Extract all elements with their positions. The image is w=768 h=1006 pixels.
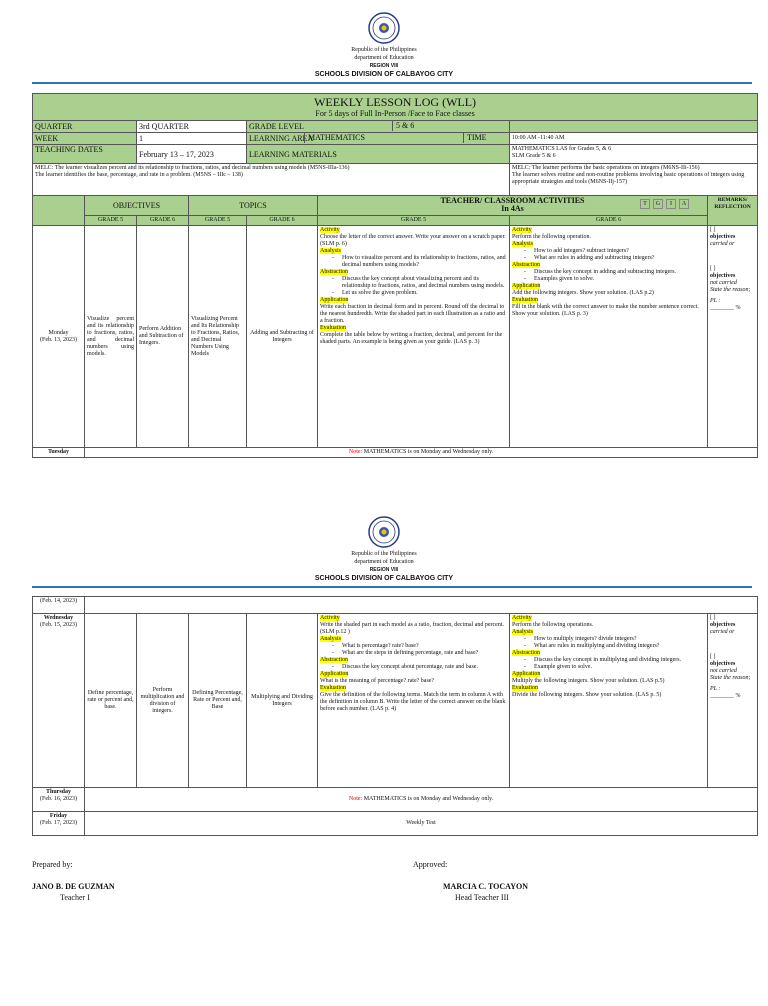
thursday-date: (Feb. 16, 2023) [40,796,77,802]
label-abstraction: Abstraction [512,262,540,268]
remark-not-carried: not carried [710,280,737,286]
monday-g6-activities [510,226,708,448]
grade-level-value: 5 & 6 [392,121,414,131]
label-analysis: Analysis [320,248,341,254]
monday-g6-abstraction-item: - Discuss the key concept in adding and subtracting integers. [534,269,705,276]
learning-area-value: MATHEMATICS [304,133,365,143]
teaching-dates-value: February 13 – 17, 2023 [137,145,247,164]
wednesday-g6-analysis-item: - What are rules in multiplying and dividing integers? [534,643,705,650]
wednesday-g6-evaluation: Divide the following integers. Show your solution. (LAS p. 5) [512,692,662,698]
header-department: department of Education [354,55,414,61]
approved-name: MARCIA C. TOCAYON [443,882,528,891]
wednesday-topic-g6: Multiplying and Dividing Integers [247,614,318,788]
wednesday-g6-activity: Perform the following operations. [512,622,594,628]
remark-carried: carried or [710,241,735,247]
learning-area-label: LEARNING AREA [249,134,314,143]
header-department: department of Education [354,559,414,565]
label-application: Application [320,297,349,303]
note-text: MATHEMATICS is on Monday and Wednesday only. [363,796,494,802]
wednesday-g5-activities [318,614,510,788]
materials-value-1: MATHEMATICS LAS for Grades 5, & 6 [512,146,612,152]
wednesday-g5-activity: Write the shaded part in each model as a ratio, fraction, decimal and percent. (SLM p.12 ) [320,622,505,635]
wll-title: WEEKLY LESSON LOG (WLL) [314,95,477,109]
wednesday-g5-evaluation: Give the definition of the following terms. Match the term in column A with the definition in column B. Write the letter of the correct answer on the blank before each number. (LAS p. 4) [320,692,506,712]
header-rule [32,586,752,588]
monday-g6-application: Add the following integers. Show your solution. (LAS p.2) [512,290,654,296]
label-activity: Activity [512,615,532,621]
time-label: TIME [463,133,510,143]
label-evaluation: Evaluation [512,685,538,691]
remark-bracket: [ ] [710,654,716,660]
box-t: T [640,199,650,209]
note-text: MATHEMATICS is on Monday and Wednesday only. [363,449,494,455]
grade-level-label: GRADE LEVEL [249,122,304,131]
remarks-header: REMARKS/ REFLECTION [708,196,758,226]
remark-percent: ________ % [710,305,741,311]
wednesday-obj-g6: Perform multiplication and division of integers. [137,614,189,788]
teaching-dates-label: TEACHING DATES [33,145,137,164]
topic-grade5-header: GRADE 5 [189,216,247,226]
box-a: A [679,199,689,209]
wednesday-g5-application: What is the meaning of percentage? rate? base? [320,678,435,684]
wednesday-day: Wednesday [43,615,74,621]
monday-day: Monday [48,329,69,336]
monday-g5-activity: Choose the letter of the correct answer. Write your answer on a scratch paper. (SLM p. 6) [320,234,506,247]
monday-topic-g6: Adding and Subtracting of Integers [247,226,318,448]
wednesday-g6-application: Multiply the following integers. Show your solution. (LAS p.5) [512,678,665,684]
wednesday-date: (Feb. 15, 2023) [40,622,77,628]
box-i: I [666,199,676,209]
monday-g5-abstraction-item: - Discuss the key concept about visualizing percent and its relationship to fractions, ratios, and decimal numbers using models. [342,276,507,290]
act-grade5-header: GRADE 5 [318,216,510,226]
monday-g5-abstraction-item: - Let us solve the given problem. [342,290,507,297]
wednesday-g5-analysis-item: - What is percentage? rate? base? [342,643,507,650]
monday-g6-abstraction-item: - Examples given to solve. [534,276,705,283]
monday-obj-g6: Perform Addition and Subtraction of Integers. [137,226,189,448]
monday-g5-evaluation: Complete the table below by writing a fraction, decimal, and percent for the shaded parts. An example is being given as your guide. (LAS p. 3) [320,332,503,345]
label-activity: Activity [320,615,340,621]
wednesday-g6-activities [510,614,708,788]
monday-g6-analysis-item: - What are rules in adding and subtracting integers? [534,255,705,262]
wednesday-g5-analysis-item: - What are the steps in defining percentage, rate and base? [342,650,507,657]
label-abstraction: Abstraction [320,269,348,275]
label-application: Application [320,671,349,677]
monday-g6-evaluation: Fill in the blank with the correct answer to make the number sentence correct. Show your solution. (LAS p. 3) [512,304,699,317]
remark-reason: State the reason; [710,287,751,293]
learning-materials-label: LEARNING MATERIALS [247,145,510,164]
label-abstraction: Abstraction [512,650,540,656]
note-label: Note: [348,449,363,455]
monday-date: (Feb. 13, 2023) [40,336,77,343]
monday-topic-g5: Visualizing Percent and Its Relationship to Fractions, Ratios, and Decimal Numbers Using Models [189,226,247,448]
wednesday-row [33,614,758,788]
wednesday-remarks [708,614,758,788]
label-evaluation: Evaluation [320,685,346,691]
activities-subheader: In 4As [501,204,524,213]
header-republic: Republic of the Philippines [351,551,417,557]
note-label: Note: [348,796,363,802]
remark-reason: State the reason; [710,675,751,681]
objectives-header: OBJECTIVES [85,196,189,216]
header-rule [32,82,752,84]
remark-bracket: [ ] [710,266,716,272]
quarter-label: QUARTER [33,121,137,133]
monday-g5-application: Write each fraction in decimal form and in percent. Round off the decimal to the nearest hundredth. Write the shaded part in each illustration as a ratio and a fraction. [320,304,506,324]
label-evaluation: Evaluation [512,297,538,303]
label-application: Application [512,671,541,677]
label-evaluation: Evaluation [320,325,346,331]
header-region: REGION VIII [369,567,399,573]
friday-day: Friday [49,813,68,819]
monday-g5-analysis-item: - How to visualize percent and its relationship to fractions, ratios, and decimal numbers using models? [342,255,507,269]
monday-remarks [708,226,758,448]
wednesday-g6-abstraction-item: - Example given to solve. [534,664,705,671]
week-label: WEEK [33,133,137,145]
wednesday-topic-g5: Defining Percentage, Rate or Percent and, Base [189,614,247,788]
header-region: REGION VIII [369,63,399,69]
friday-date: (Feb. 17, 2023) [40,820,77,826]
tuesday-day: Tuesday [33,448,85,458]
melc-grade5: MELC: The learner visualizes percent and its relationship to fractions, ratios, and decimal numbers using models (M5NS-IIIa-136) The learner identifies the base, percentage, and rate in a problem. (M5NS – IIIc – 138) [33,164,510,196]
header-division: SCHOOLS DIVISION OF CALBAYOG CITY [314,71,454,78]
week-value: 1 [137,133,247,145]
friday-weekly-test: Weekly Test [85,812,758,836]
prepared-by-label: Prepared by: [32,860,73,869]
wednesday-g6-abstraction-item: - Discuss the key concept in multiplying and dividing integers. [534,657,705,664]
prepared-name: JANO B. DE GUZMAN [32,882,115,891]
time-value: 10:00 AM -11:40 AM [510,133,758,145]
remark-pl: PL : [710,686,721,692]
wll-table-page2 [32,596,758,836]
remark-pl: PL : [710,298,721,304]
wll-subtitle: For 5 days of Full In-Person /Face to Face classes [315,109,475,118]
tuesday-date: (Feb. 14, 2023) [33,597,85,614]
approved-label: Approved: [413,860,448,869]
tgia-boxes [637,199,689,209]
monday-g5-activities [318,226,510,448]
label-analysis: Analysis [512,629,533,635]
remark-objectives: objectives [710,661,736,667]
header-division: SCHOOLS DIVISION OF CALBAYOG CITY [314,575,454,582]
melc-grade6: MELC: The learner performs the basic operations on integers (M6NS-IIi-156) The learner solves routine and non-routine problems involving basic operations of integers using appropriate strategies and tools (M6NS-IIj-157) [510,164,758,196]
wednesday-obj-g5: Define percentage, rate or percent and, base. [85,614,137,788]
quarter-value: 3rd QUARTER [137,121,247,133]
prepared-title: Teacher I [60,893,90,902]
monday-g6-analysis-item: - How to add integers? subtract integers? [534,248,705,255]
label-application: Application [512,283,541,289]
remark-carried: carried or [710,629,735,635]
materials-value-2: SLM Grade 5 & 6 [512,152,556,159]
label-activity: Activity [512,227,532,233]
thursday-day: Thursday [45,789,71,795]
remark-not-carried: not carried [710,668,737,674]
wll-table-page1 [32,93,758,458]
activities-header: TEACHER/ CLASSROOM ACTIVITIES [440,196,585,205]
monday-obj-g5: Visualize percent and its relationship to fractions, ratios, and decimal numbers using models. [85,226,137,448]
topics-header: TOPICS [189,196,318,216]
label-analysis: Analysis [512,241,533,247]
remark-percent: ________ % [710,693,741,699]
remark-bracket: [ ] [710,615,716,621]
deped-seal-icon [368,516,400,548]
monday-g6-activity: Perform the following operation. [512,234,591,240]
remark-objectives: objectives [710,273,736,279]
act-grade6-header: GRADE 6 [510,216,708,226]
box-g: G [653,199,663,209]
wednesday-g5-abstraction-item: - Discuss the key concept about percentage, rate and base. [342,664,507,671]
wednesday-g6-analysis-item: - How to multiply integers? divide integers? [534,636,705,643]
label-analysis: Analysis [320,636,341,642]
monday-row [33,226,758,448]
remark-objectives: objectives [710,622,736,628]
label-activity: Activity [320,227,340,233]
label-abstraction: Abstraction [320,657,348,663]
header-republic: Republic of the Philippines [351,47,417,53]
approved-title: Head Teacher III [455,893,509,902]
remark-bracket: [ ] [710,227,716,233]
topic-grade6-header: GRADE 6 [247,216,318,226]
deped-seal-icon [368,12,400,44]
obj-grade6-header: GRADE 6 [137,216,189,226]
obj-grade5-header: GRADE 5 [85,216,137,226]
remark-objectives: objectives [710,234,736,240]
